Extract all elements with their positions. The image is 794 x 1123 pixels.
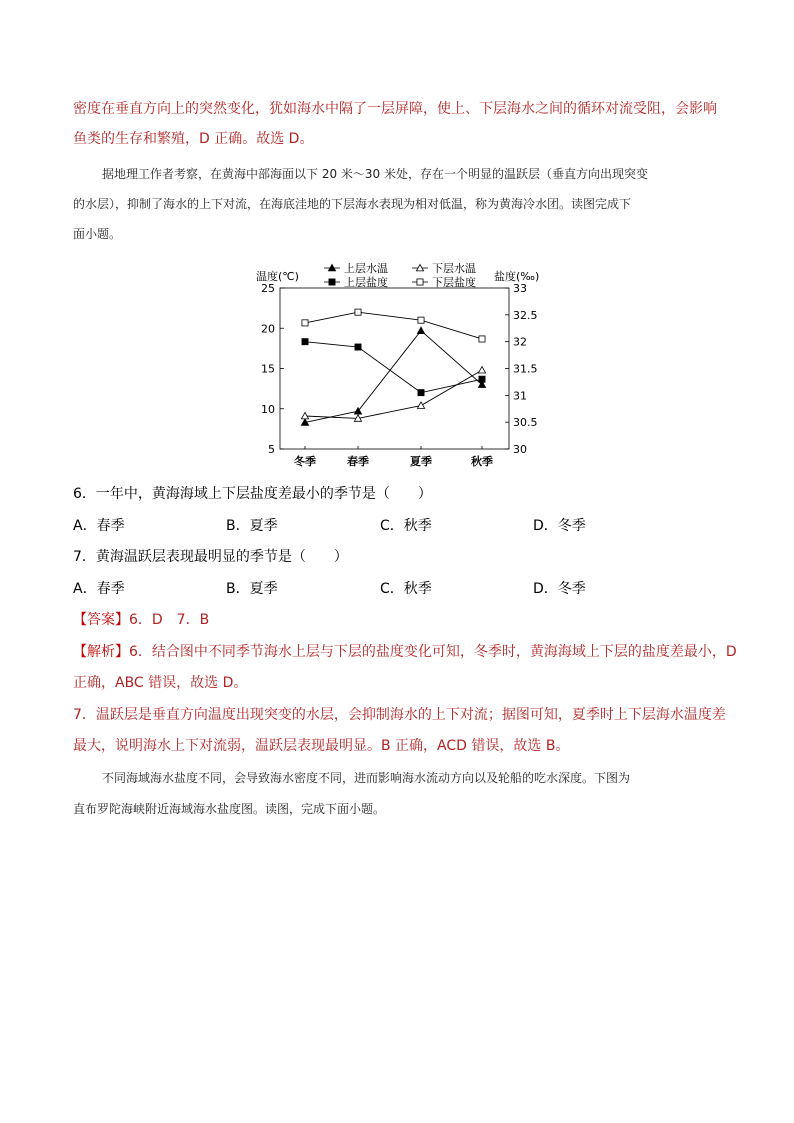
legend-label-4: 下层盐度 <box>432 276 476 289</box>
answer-tag: 【答案】 <box>73 612 129 628</box>
answer-text: 6．D 7．B <box>129 612 210 628</box>
prev-explanation-line-1: 密度在垂直方向上的突然变化，犹如海水中隔了一层屏障，使上、下层海水之间的循环对流受阻，会影响 <box>73 101 717 117</box>
q6-option-d[interactable]: D．冬季 <box>533 518 586 534</box>
q7-option-c[interactable]: C．秋季 <box>380 581 432 597</box>
analysis-line-1 <box>73 642 737 662</box>
series-4-point <box>355 309 361 315</box>
next-intro-line-1: 不同海域海水盐度不同，会导致海水密度不同，进而影响海水流动方向以及轮船的吃水深度。下图为 <box>102 771 631 785</box>
series-4-point <box>302 320 308 326</box>
right-tick-label: 30.5 <box>513 416 538 430</box>
q6-option-a[interactable]: A．春季 <box>73 518 125 534</box>
q7-option-b[interactable]: B．夏季 <box>226 581 278 597</box>
x-tick-label: 夏季 <box>410 455 432 468</box>
legend-label-1: 上层水温 <box>344 262 388 275</box>
analysis-text-1: 6．结合图中不同季节海水上层与下层的盐度变化可知，冬季时，黄海海域上下层的盐度差最小，D <box>129 644 737 660</box>
plot-frame <box>280 288 509 449</box>
q6-option-b[interactable]: B．夏季 <box>226 518 278 534</box>
q7-option-d[interactable]: D．冬季 <box>533 581 586 597</box>
legend-label-3: 上层盐度 <box>344 276 388 289</box>
right-tick-label: 32.5 <box>513 308 538 322</box>
series-line-4 <box>305 312 482 339</box>
next-intro-line-2: 直布罗陀海峡附近海域海水盐度图。读图，完成下面小题。 <box>73 802 386 816</box>
temperature-salinity-chart <box>254 262 544 474</box>
q7-option-a[interactable]: A．春季 <box>73 581 125 597</box>
question-7-stem: 7．黄海温跃层表现最明显的季节是（ ） <box>73 549 348 565</box>
analysis-line-2: 正确，ABC 错误，故选 D。 <box>73 675 248 691</box>
left-tick-label: 5 <box>268 443 275 456</box>
intro-line-1: 据地理工作者考察，在黄海中部海面以下 20 米～30 米处，存在一个明显的温跃层（垂直方向出现突变 <box>102 167 648 181</box>
right-axis-title: 盐度(‰) <box>494 270 540 283</box>
series-2-point <box>301 412 308 418</box>
left-axis-title: 温度(℃) <box>256 270 299 283</box>
analysis-line-4: 最大，说明海水上下对流弱，温跃层表现最明显。B 正确，ACD 错误，故选 B。 <box>73 738 570 754</box>
series-4-point <box>479 336 485 342</box>
x-tick-label: 春季 <box>347 455 369 468</box>
left-tick-label: 25 <box>261 282 275 295</box>
right-tick-label: 33 <box>513 282 527 295</box>
legend-marker-4 <box>417 279 423 285</box>
intro-line-3: 面小题。 <box>73 227 122 241</box>
series-3-point <box>355 344 361 350</box>
x-tick-label: 冬季 <box>294 455 316 468</box>
series-3-point <box>418 390 424 396</box>
series-3-point <box>302 339 308 345</box>
intro-line-2: 的水层），抑制了海水的上下对流，在海底洼地的下层海水表现为相对低温，称为黄海冷水团。读图完成下 <box>73 197 632 211</box>
prev-explanation-line-2: 鱼类的生存和繁殖，D 正确。故选 D。 <box>73 131 314 147</box>
series-1-point <box>417 327 424 333</box>
series-2-point <box>478 367 485 373</box>
legend-marker-3 <box>329 279 335 285</box>
left-tick-label: 10 <box>261 402 275 416</box>
question-6-stem: 6．一年中，黄海海域上下层盐度差最小的季节是（ ） <box>73 486 432 502</box>
answer-line <box>73 610 209 630</box>
series-3-point <box>479 376 485 382</box>
right-tick-label: 31 <box>513 389 527 403</box>
series-4-point <box>418 317 424 323</box>
analysis-tag: 【解析】 <box>73 644 129 660</box>
right-tick-label: 30 <box>513 443 527 456</box>
series-line-2 <box>305 370 482 418</box>
legend-label-2: 下层水温 <box>432 262 476 275</box>
q6-option-c[interactable]: C．秋季 <box>380 518 432 534</box>
series-line-3 <box>305 342 482 393</box>
right-tick-label: 31.5 <box>513 362 538 376</box>
series-2-point <box>417 402 424 408</box>
x-tick-label: 秋季 <box>471 455 493 468</box>
left-tick-label: 15 <box>261 362 275 376</box>
right-tick-label: 32 <box>513 335 527 349</box>
left-tick-label: 20 <box>261 322 275 336</box>
analysis-line-3: 7．温跃层是垂直方向温度出现突变的水层，会抑制海水的上下对流；据图可知，夏季时上下层海水温度差 <box>73 707 726 723</box>
